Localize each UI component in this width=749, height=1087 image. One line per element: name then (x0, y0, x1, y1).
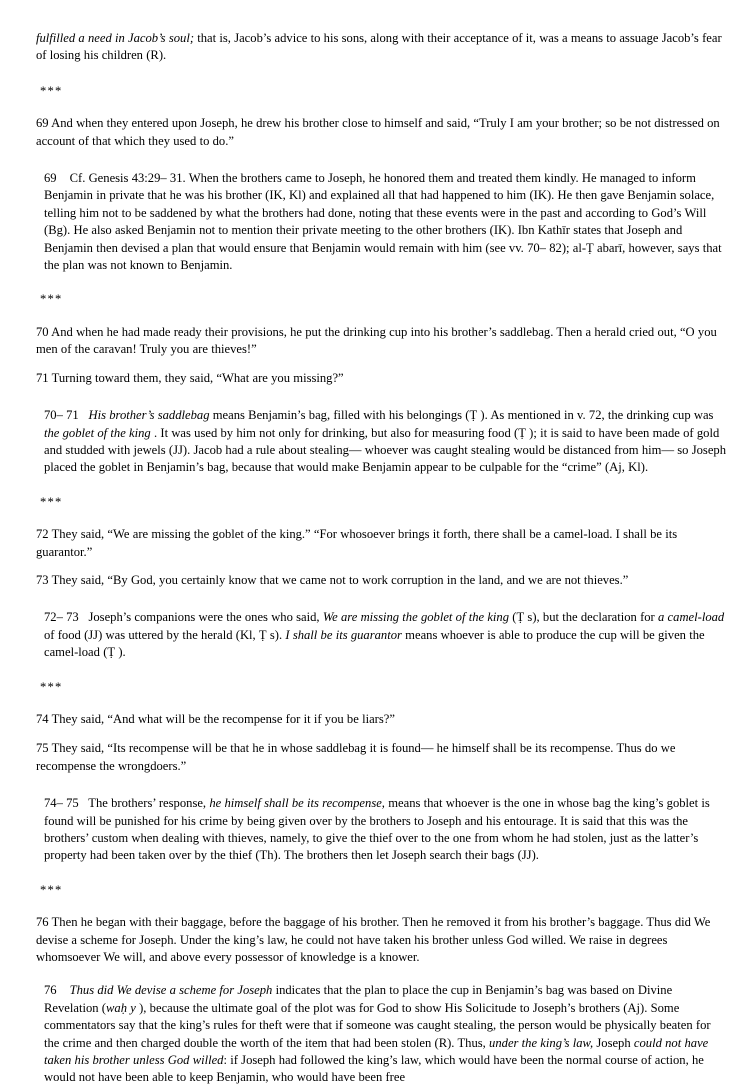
commentary-text: means whoever is able to produce the cup will be given the camel-load (Ṭ ). (44, 627, 705, 660)
section-separator: *** (40, 83, 63, 98)
commentary-number: 76 (44, 983, 57, 998)
italic-lemma: We are missing the goblet of the king (322, 610, 510, 625)
verse-69: 69 And when they entered upon Joseph, he drew his brother close to himself and said, “Truly I am your brother; so be not distressed on account of that which they used to do.” (36, 116, 720, 148)
commentary-text: Joseph’s companions were the ones who said, (88, 610, 323, 625)
verse-70: 70 And when he had made ready their provisions, he put the drinking cup into his brother’s saddlebag. Then a herald cried out, “O you men of the caravan! Truly you are thieves!” (36, 324, 717, 357)
verse-74: 74 They said, “And what will be the recompense for it if you be liars?” (36, 711, 395, 726)
commentary-gap (57, 171, 70, 185)
italic-lemma: under the king’s law, (489, 1035, 594, 1050)
italic-lemma: His brother’s saddlebag (88, 408, 210, 423)
commentary-number: 70– 71 (44, 408, 79, 423)
verse-71: 71 Turning toward them, they said, “What are you missing?” (36, 370, 344, 385)
commentary-number: 72– 73 (44, 610, 79, 625)
verse-72: 72 They said, “We are missing the goblet of the king.” “For whosoever brings it forth, there shall be a camel-load. I shall be its guarantor.” (36, 527, 678, 559)
section-separator: *** (40, 292, 63, 307)
commentary-text: Cf. Genesis 43:29– 31. When the brothers came to Joseph, he honored them and treated them kindly. He managed to inform Benjamin in private that he was his brother (IK, Kl) and explained all that had happened to him (IK). He then gave Benjamin solace, telling him not to be saddened by what the brothers had done, noting that these events were in the past and according to God’s Will (Bg). He also asked Benjamin not to mention their private meeting to the other brothers (IK). Ibn Kathīr states that Joseph and Benjamin then devised a plan that would ensure that Benjamin would remain with him (see vv. 70– 82); al-Ṭ abarī, however, says that the plan was not known to Benjamin. (44, 171, 722, 273)
commentary-gap (79, 796, 89, 810)
italic-lemma: could not have taken his brother unless God willed (44, 1035, 709, 1068)
commentary-72-73 (36, 609, 727, 661)
commentary-text: means that whoever is the one in whose bag the king’s goblet is found will be punished for his crime by being given over by the brothers to Joseph and his entourage. It is said that this was the brothers’ custom when dealing with thieves, namely, to give the thief over to the one from whom he had stolen, just as the latter’s property had been taken over by the thief (Th). The brothers then let Joseph search their bags (JJ). (44, 796, 710, 863)
commentary-number: 69 (44, 171, 57, 186)
commentary-69 (36, 170, 727, 274)
commentary-text: indicates that the plan to place the cup in Benjamin’s bag was based on Divine Revelation ( (44, 983, 673, 1015)
commentary-text: Joseph (593, 1035, 634, 1050)
commentary-text: The brothers’ response, (88, 796, 210, 811)
verse-75: 75 They said, “Its recompense will be that he in whose saddlebag it is found— he himself shall be its recompense. Thus do we recompense the wrongdoers.” (36, 741, 676, 773)
italic-lemma: I shall be its guarantor (285, 627, 402, 642)
section-separator: *** (40, 494, 63, 509)
italic-lemma: a camel-load (658, 610, 725, 625)
commentary-text: : if Joseph had followed the king’s law, which would have been the normal course of action, he would not have been able to keep Benjamin, who would have been free (44, 1053, 704, 1085)
italic-lemma: he himself shall be its recompense, (209, 796, 385, 811)
commentary-text: means Benjamin’s bag, filled with his belongings (Ṭ ). As mentioned in v. 72, the drinking cup was (209, 408, 714, 423)
paragraph-text: that is, Jacob’s advice to his sons, along with their acceptance of it, was a means to assuage Jacob’s fear of losing his children (R). (36, 31, 722, 63)
commentary-text: (Ṭ s), but the declaration for (509, 610, 659, 625)
commentary-70-71 (36, 407, 727, 477)
commentary-text: . It was used by him not only for drinking, but also for measuring food (Ṭ ); it is said to have been made of gold and studded with jewels (JJ). Jacob had a rule about stealing— whoever was caught stealing would be distanced from him— so Joseph placed the goblet in Benjamin’s bag, because that would make Benjamin appear to be culpable for the “crime” (Aj, Kl). (44, 425, 727, 475)
italic-lemma: the goblet of the king (44, 425, 151, 440)
commentary-text: ), because the ultimate goal of the plot was for God to show His Solicitude to Joseph’s brothers (Aj). Some commentators say that the king’s rules for theft were that if someone was caught stealing, the person would be physically beaten for the crime and then charged double the worth of the item that had been stolen (R). Thus, (44, 1000, 711, 1050)
paragraph-continuation (36, 30, 727, 65)
commentary-gap (57, 983, 70, 997)
italic-lemma: Thus did We devise a scheme for Joseph (69, 983, 273, 998)
verse-73: 73 They said, “By God, you certainly know that we came not to work corruption in the land, and we are not thieves.” (36, 572, 629, 587)
italic-lemma: fulfilled a need in Jacob’s soul; (36, 31, 195, 45)
italic-lemma: waḥ y (106, 1000, 136, 1015)
verse-76: 76 Then he began with their baggage, before the baggage of his brother. Then he removed it from his brother’s baggage. Thus did We devise a scheme for Joseph. Under the king’s law, he could not have taken his brother unless God willed. We raise in degrees whomsoever We will, and above every possessor of knowledge is a knower. (36, 915, 711, 965)
section-separator: *** (40, 882, 63, 897)
commentary-74-75 (36, 795, 727, 865)
section-separator: *** (40, 679, 63, 694)
commentary-number: 74– 75 (44, 796, 79, 811)
commentary-76 (36, 982, 727, 1086)
commentary-text: of food (JJ) was uttered by the herald (Kl, Ṭ s). (44, 627, 286, 642)
